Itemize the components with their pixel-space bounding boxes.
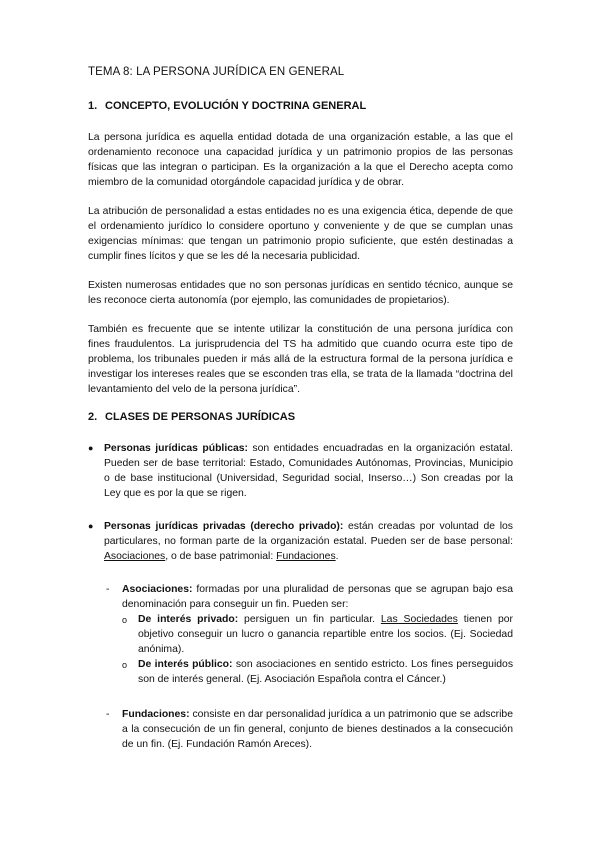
dash-marker: - [106, 709, 110, 720]
interes-publico-label: De interés público: [138, 659, 233, 670]
paragraph-entidades: Existen numerosas entidades que no son personas jurídicas en sentido técnico, aunque se les reconoce cierta autonomía (por ejemplo, las comunidades de propietarios). [88, 280, 513, 306]
sub-bullet-icon: o [122, 660, 128, 670]
fundaciones-text: Fundaciones: consiste en dar personalidad jurídica a un patrimonio que se adscribe a la consecución de un fin general, conjunto de bienes destinados a la consecución de un fin. (Ej. Fundación Ramón Areces). [122, 709, 513, 750]
list-item-privadas [88, 519, 513, 564]
section-1-title: CONCEPTO, EVOLUCIÓN Y DOCTRINA GENERAL [105, 100, 367, 112]
privadas-text: Personas jurídicas privadas (derecho privado): están creadas por voluntad de los particulares, no forman parte de la organización estatal. Pueden ser de base personal: Asociaciones, o de base patrimonial: Fundaciones. [104, 521, 513, 562]
asociaciones-label: Asociaciones: [122, 584, 193, 595]
bullet-icon: ● [88, 521, 94, 531]
sub-bullet-icon: o [122, 615, 128, 625]
privadas-label: Personas jurídicas privadas (derecho privado): [104, 521, 344, 532]
interes-privado-label: De interés privado: [138, 614, 239, 625]
section-1-heading [88, 100, 513, 112]
fundaciones-link: Fundaciones [276, 551, 336, 562]
asociaciones-link: Asociaciones [104, 551, 166, 562]
publicas-label: Personas jurídicas públicas: [104, 443, 248, 454]
list-item-fundaciones [106, 707, 513, 752]
asociaciones-text: Asociaciones: formadas por una pluralidad de personas que se agrupan bajo esa denominación para conseguir un fin. Pueden ser: [122, 584, 513, 610]
section-2-number: 2. [88, 411, 98, 423]
paragraph-levantamiento-velo: También es frecuente que se intente utilizar la constitución de una persona jurídica con fines fraudulentos. La jurisprudencia del TS ha admitido que cuando ocurra este tipo de problema, los tribunales pueden ir más allá de la estructura formal de la persona jurídica e investigar los intereses reales que se esconden tras ella, se trata de la llamada “doctrina del levantamiento del velo de la persona jurídica”. [88, 324, 513, 395]
paragraph-definition: La persona jurídica es aquella entidad dotada de una organización estable, a las que el ordenamiento reconoce una capacidad jurídica y un patrimonio propios de las personas físicas que las integran o participan. Es la organización a la que el Derecho acepta como miembro de la comunidad otorgándole capacidad jurídica y de obrar. [88, 132, 513, 188]
paragraph-atribucion: La atribución de personalidad a estas entidades no es una exigencia ética, depende de que el ordenamiento jurídico lo considere oportuno y conveniente y de que se cumplan unas exigencias mínimas: que tengan un patrimonio propio suficiente, que estén destinadas a cumplir fines lícitos y que se les dé la necesaria publicidad. [88, 206, 513, 262]
bullet-icon: ● [88, 443, 94, 453]
fundaciones-label: Fundaciones: [122, 709, 190, 720]
sub-item-interes-publico: o De interés público: son asociaciones en sentido estricto. Los fines perseguidos son de interés general. (Ej. Asociación Española contra el Cáncer.) [122, 659, 514, 685]
sub-item-interes-privado: o De interés privado: persiguen un fin particular. Las Sociedades tienen por objetivo conseguir un lucro o ganancia repartible entre los socios. (Ej. Sociedad anónima). [122, 614, 513, 655]
dash-marker: - [106, 584, 110, 595]
section-1-number: 1. [88, 100, 98, 112]
list-item-publicas [88, 441, 513, 501]
list-item-asociaciones [106, 582, 513, 687]
section-2-title: CLASES DE PERSONAS JURÍDICAS [105, 411, 296, 423]
publicas-text: Personas jurídicas públicas: son entidades encuadradas en la organización estatal. Pueden ser de base territorial: Estado, Comunidades Autónomas, Provincias, Municipio o de base institucional (Universidad, Seguridad social, Inserso…) Son creadas por la Ley que es por la que se rigen. [104, 443, 513, 499]
document-title: TEMA 8: LA PERSONA JURÍDICA EN GENERAL [88, 66, 345, 78]
document-page [88, 66, 513, 766]
section-2-heading [88, 411, 513, 423]
sociedades-link: Las Sociedades [380, 614, 458, 625]
